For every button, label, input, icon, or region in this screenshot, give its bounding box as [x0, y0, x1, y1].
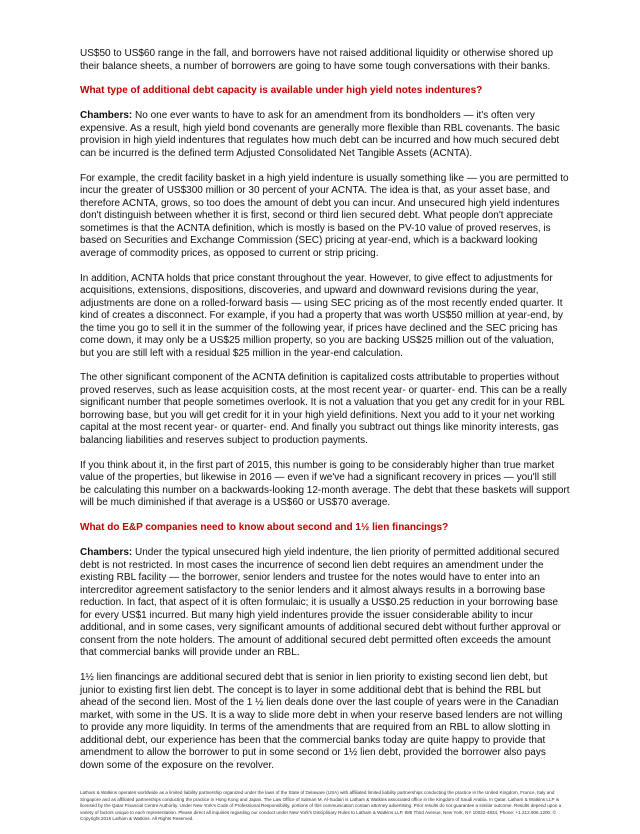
speaker-name: Chambers: [80, 547, 133, 559]
section-heading: What do E&P companies need to know about second and 1½ lien financings? [80, 522, 449, 534]
paragraph [80, 110, 570, 160]
paragraph: In addition, ACNTA holds that price constant throughout the year. However, to give effect to adjustments for acquisitions, extensions, dispositions, discoveries, and upward and downward revisions during the year, adjustments are done on a rolled-forward basis — using SEC pricing as of the most recently ended quarter. It kind of creates a disconnect. For example, if you had a property that was worth US$50 million at year-end, by the time you go to sell it in the summer of the following year, if prices have declined and the SEC pricing has come down, it may only be a US$25 million property, so you are backing US$25 million out of the valuation, but you are still left with a residual $25 million in the year-end calculation. [80, 272, 564, 359]
speaker-name: Chambers: [80, 110, 133, 122]
paragraph: US$50 to US$60 range in the fall, and borrowers have not raised additional liquidity or otherwise shored up their balance sheets, a number of borrowers are going to have some tough conversations with their banks. [80, 48, 554, 72]
legal-footer: Latham & Watkins operates worldwide as a limited liability partnership organized under the laws of the State of Delaware (USA) with affiliated limited liability partnerships conducting the practice in the United Kingdom, France, Italy and Singapore and as affiliated partnerships conducting the practice in Hong Kong and Japan. The Law Office of Salman M. Al-Sudairi is Latham & Watkins associated office in the Kingdom of Saudi Arabia. In Qatar, Latham & Watkins LLP is licensed by the Qatar Financial Centre Authority. Under New York's Code of Professional Responsibility, portions of this communication contain attorney advertising. Prior results do not guarantee a similar outcome. Results depend upon a variety of factors unique to each representation. Please direct all inquiries regarding our conduct under New York's Disciplinary Rules to Latham & Watkins LLP, 885 Third Avenue, New York, NY 10022-4834, Phone: +1.212.906.1200. © Copyright 2015 Latham & Watkins. All Rights Reserved. [80, 790, 562, 822]
paragraph-text: No one ever wants to have to ask for an amendment from its bondholders — it's often very expensive. As a result, high yield bond covenants are generally more flexible than RBL covenants. The basic provision in high yield indentures that regulates how much debt can be incurred and how much secured debt can be incurred is the defined term Adjusted Consolidated Net Tangible Assets (ACNTA). [80, 110, 560, 159]
document-body [80, 48, 570, 784]
paragraph: 1½ lien financings are additional secured debt that is senior in lien priority to existing second lien debt, but junior to existing first lien debt. The concept is to layer in some additional debt that is behind the RBL but ahead of the second lien. Most of the 1 ½ lien deals done over the last couple of years were in the Canadian market, with some in the US. It is a way to slide more debt in when your reserve based lenders are not willing to provide any more liquidity. In terms of the amendments that are required from an RBL to allow slotting in additional debt, our experience has been that the commercial banks today are quite happy to provide that amendment to allow the borrower to put in some second or 1½ lien debt, provided the borrower also pays down some of the exposure on the revolver. [80, 672, 563, 771]
paragraph: The other significant component of the ACNTA definition is capitalized costs attributable to properties without proved reserves, such as lease acquisition costs, at the most recent year- or quarter- end. This can be a really significant number that people sometimes overlook. It is not a valuation that you get any credit for in your RBL borrowing base, but you will get credit for it in your high yield definitions. Next you add to it your net working capital at the most recent year- or quarter- end. And finally you subtract out things like minority interests, gas balancing liabilities and reserves subject to production payments. [80, 372, 567, 446]
paragraph: For example, the credit facility basket in a high yield indenture is usually something like — you are permitted to incur the greater of US$300 million or 30 percent of your ACNTA. The idea is that, as your asset base, and therefore ACNTA, grows, so too does the amount of debt you can incur. And unsecured high yield indentures don't distinguish between whether it is first, second or third lien secured debt. What people don't appreciate sometimes is that the ACNTA definition, which is mostly is based on the PV-10 value of proved reserves, is based on Securities and Exchange Commission (SEC) pricing at year-end, which is a backward looking average of commodity prices, as opposed to current or strip pricing. [80, 172, 569, 259]
paragraph: If you think about it, in the first part of 2015, this number is going to be considerably higher than true market value of the properties, but likewise in 2016 — even if we've had a significant recovery in prices — you'll still be calculating this number on a backwards-looking 12-month average. The debt that these baskets will support will be much diminished if that average is a US$60 or US$70 average. [80, 459, 570, 509]
section-heading: What type of additional debt capacity is available under high yield notes indentures? [80, 85, 483, 97]
paragraph-text: Under the typical unsecured high yield indenture, the lien priority of permitted additional secured debt is not restricted. In most cases the incurrence of second lien debt requires an amendment under the existing RBL facility — the borrower, senior lenders and trustee for the notes would have to enter into an intercreditor agreement satisfactory to the senior lenders and it almost always results in a borrowing base reduction. In fact, that aspect of it is often formulaic; it is usually a US$0.25 reduction in your borrowing base for every US$1 incurred. But many high yield indentures provide the issuer considerable ability to incur additional, and in some cases, very significant amounts of additional secured debt without further approval or consent from the note holders. The amount of additional secured debt permitted often exceeds the amount that commercial banks will provide under an RBL. [80, 547, 561, 659]
paragraph [80, 547, 570, 660]
